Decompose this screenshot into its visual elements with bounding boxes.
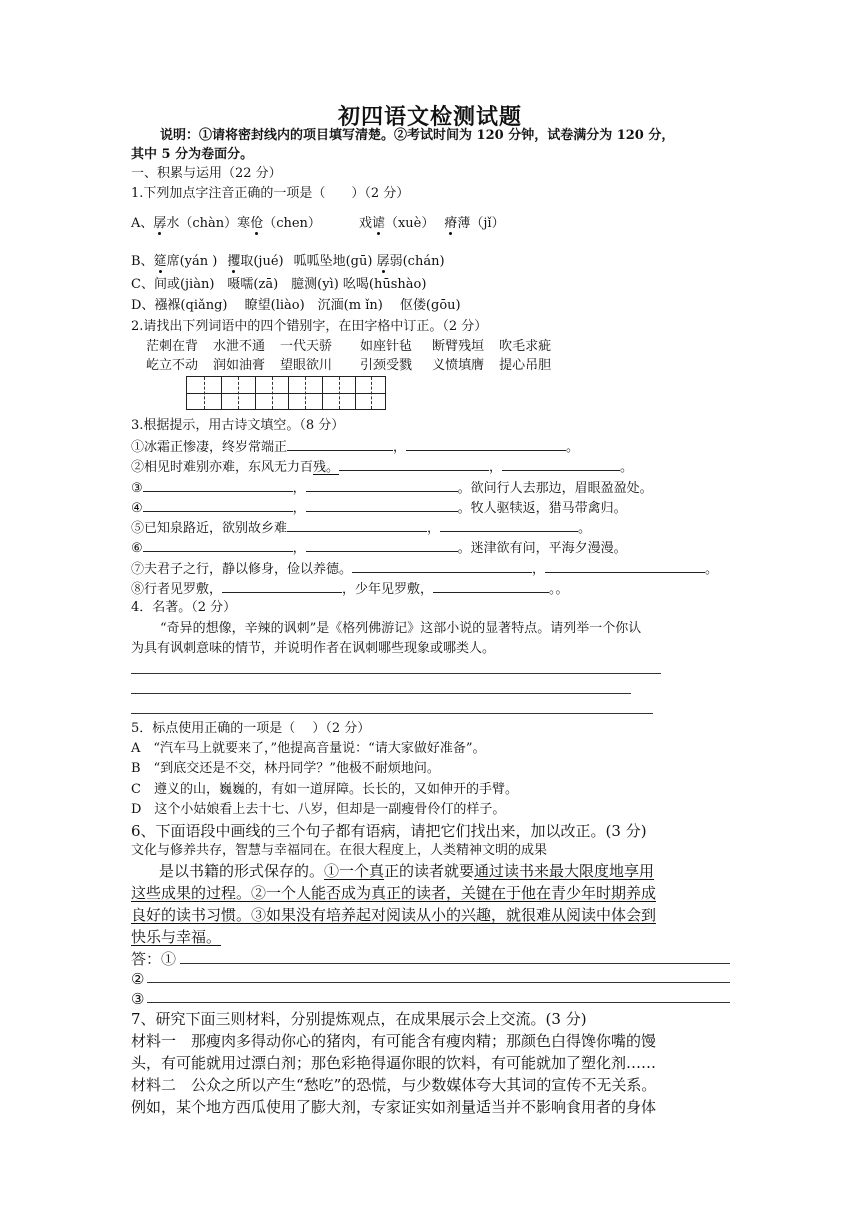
answer-blank[interactable] bbox=[287, 436, 393, 451]
question-5-option-c: C 遵义的山，巍巍的，有如一道屏障。长长的，又如伸开的手臂。 bbox=[131, 782, 518, 797]
answer-blank[interactable] bbox=[545, 558, 705, 573]
instructions-line-1: 说明：①请将密封线内的项目填写清楚。②考试时间为 120 分钟，试卷满分为 120 分， bbox=[160, 128, 675, 143]
question-6-passage-3: 这些成果的过程。②一个人能否成为真正的读者，关键在于他在青少年时期养成 bbox=[131, 884, 657, 902]
question-7-material-1a: 材料一 那瘦肉多得动你心的猪肉，有可能含有瘦肉精；那颜色白得馋你嘴的馒 bbox=[131, 1032, 657, 1050]
answer-blank[interactable] bbox=[143, 497, 293, 512]
answer-blank[interactable] bbox=[306, 497, 458, 512]
answer-line[interactable] bbox=[131, 693, 631, 694]
question-7-material-1b: 头，有可能就用过漂白剂；那色彩艳得逼你眼的饮料，有可能就加了塑化剂…… bbox=[131, 1054, 657, 1072]
answer-blank[interactable] bbox=[502, 456, 620, 471]
question-6-passage-5: 快乐与幸福。 bbox=[131, 928, 222, 946]
poem-line-3: ③ ， 。欲问行人去那边，眉眼盈盈处。 bbox=[131, 477, 653, 499]
question-5-option-d: D 这个小姑娘看上去十七、八岁，但却是一副瘦骨伶仃的样子。 bbox=[131, 802, 506, 817]
answer-line[interactable] bbox=[131, 713, 653, 714]
question-2-stem: 2.请找出下列词语中的四个错别字，在田字格中订正。（2 分） bbox=[131, 319, 488, 334]
poem-line-2: ②相见时难别亦难，东风无力百残。 ， 。 bbox=[131, 456, 633, 478]
poem-line-4: ④ ， 。牧人驱犊返，猎马带禽归。 bbox=[131, 497, 627, 519]
poem-line-7: ⑦夫君子之行，静以修身，俭以养德。 ， 。 bbox=[131, 558, 718, 580]
question-2-words-row-1: 茫刺在背 水泄不通 一代天骄 如座针毡 断臂残垣 吹毛求疵 bbox=[146, 339, 552, 354]
answer-blank[interactable] bbox=[440, 517, 578, 532]
question-6-passage-1: 文化与修养共存，智慧与幸福同在。在很大程度上，人类精神文明的成果 bbox=[131, 843, 548, 858]
question-3-stem: 3.根据提示，用古诗文填空。（8 分） bbox=[131, 418, 345, 433]
question-6-answer-3-label: ③ bbox=[131, 990, 145, 1008]
poem-line-6: ⑥ ， 。迷津欲有问，平海夕漫漫。 bbox=[131, 537, 627, 559]
question-7-stem: 7、研究下面三则材料，分别提炼观点，在成果展示会上交流。(3 分) bbox=[131, 1010, 587, 1028]
answer-blank[interactable] bbox=[433, 578, 549, 593]
answer-blank[interactable] bbox=[339, 456, 489, 471]
answer-blank[interactable] bbox=[143, 477, 293, 492]
instructions-line-2: 其中 5 分为卷面分。 bbox=[131, 147, 254, 162]
question-6-answer-1-label: 答：① bbox=[131, 950, 177, 968]
poem-line-5: ⑤已知泉路近，欲别故乡难 ， 。 bbox=[131, 517, 591, 539]
question-4-prompt-2: 为具有讽刺意味的情节，并说明作者在讽刺哪些现象或哪类人。 bbox=[131, 641, 496, 656]
answer-line[interactable] bbox=[180, 963, 730, 964]
section-heading: 一、积累与运用（22 分） bbox=[131, 166, 282, 181]
question-5-option-a: A “汽车马上就要来了，”他提高音量说：“请大家做好准备”。 bbox=[131, 741, 486, 756]
answer-blank[interactable] bbox=[306, 477, 458, 492]
question-1-option-d: D、襁褓(qiǎng) 瞭望(liào) 沉湎(m ǐn) 伛偻(gōu) bbox=[131, 298, 461, 313]
question-1-option-b: B、筵席(yán ) 攫取(jué) 呱呱坠地(gū) 孱弱(chán) bbox=[131, 254, 445, 269]
answer-line[interactable] bbox=[131, 673, 661, 674]
question-6-passage-2: 是以书籍的形式保存的。①一个真正的读者就要通过读书来最大限度地享用 bbox=[159, 862, 655, 880]
question-7-material-2a: 材料二 公众之所以产生“愁吃”的恐慌，与少数媒体夸大其词的宣传不无关系。 bbox=[131, 1076, 657, 1094]
question-1-option-a: A、孱水（chàn）寒伧（chen） 戏谑（xuè） 瘠薄（jǐ） bbox=[131, 216, 505, 231]
question-5-option-b: B “到底交还是不交，林丹同学？”他极不耐烦地问。 bbox=[131, 761, 440, 776]
poem-line-1: ①冰霜正惨凄，终岁常端正 ， 。 bbox=[131, 436, 579, 458]
answer-line[interactable] bbox=[147, 1002, 730, 1003]
question-4-prompt-1: “奇异的想像，辛辣的讽刺”是《格列佛游记》这部小说的显著特点。请列举一个你认 bbox=[160, 621, 642, 636]
question-6-answer-2-label: ② bbox=[131, 970, 145, 988]
answer-blank[interactable] bbox=[352, 558, 532, 573]
question-6-stem: 6、下面语段中画线的三个句子都有语病，请把它们找出来，加以改正。(3 分) bbox=[131, 822, 647, 840]
answer-blank[interactable] bbox=[143, 537, 293, 552]
poem-line-8: ⑧行者见罗敷， ，少年见罗敷， 。。 bbox=[131, 578, 569, 600]
answer-blank[interactable] bbox=[287, 517, 427, 532]
answer-blank[interactable] bbox=[306, 537, 458, 552]
answer-blank[interactable] bbox=[222, 578, 342, 593]
question-7-material-2b: 例如，某个地方西瓜使用了膨大剂，专家证实如剂量适当并不影响食用者的身体 bbox=[131, 1098, 657, 1116]
question-5-stem: 5．标点使用正确的一项是（ ）（2 分） bbox=[131, 721, 371, 736]
question-4-stem: 4．名著。（2 分） bbox=[131, 600, 237, 615]
page-title: 初四语文检测试题 bbox=[337, 104, 522, 130]
tianzige-grid[interactable] bbox=[186, 376, 386, 410]
question-1-option-c: C、间或(jiàn) 嗫嚅(zā) 臆测(yì) 吆喝(hūshào) bbox=[131, 277, 427, 292]
answer-blank[interactable] bbox=[406, 436, 566, 451]
question-1-stem: 1.下列加点字注音正确的一项是（ ）（2 分） bbox=[131, 186, 410, 201]
question-2-words-row-2: 屹立不动 润如油膏 望眼欲川 引颈受戮 义愤填膺 提心吊胆 bbox=[146, 358, 552, 373]
answer-line[interactable] bbox=[147, 982, 730, 983]
question-6-passage-4: 良好的读书习惯。③如果没有培养起对阅读从小的兴趣，就很难从阅读中体会到 bbox=[131, 906, 657, 924]
